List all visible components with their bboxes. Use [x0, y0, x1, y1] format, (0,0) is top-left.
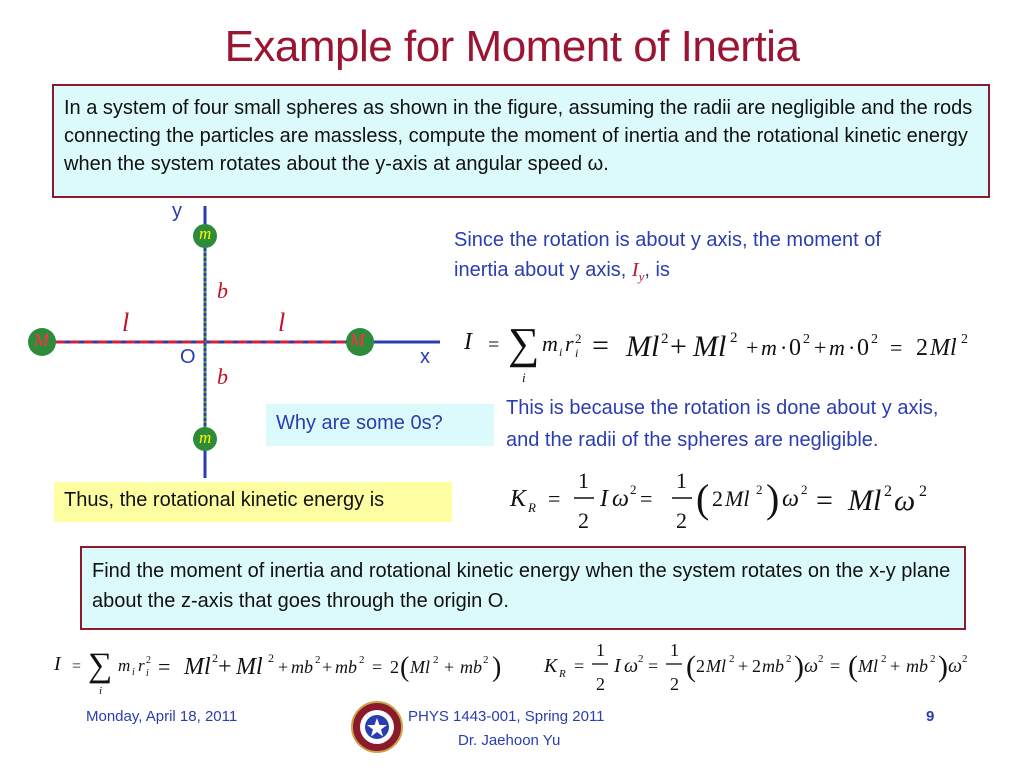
b-label-top: b	[217, 278, 228, 303]
svg-text:·: ·	[848, 335, 856, 360]
since-end: , is	[644, 259, 670, 281]
since-line-1: Since the rotation is about y axis, the moment of	[454, 229, 881, 251]
svg-text:2: 2	[930, 653, 936, 665]
svg-text:mb: mb	[906, 656, 928, 676]
svg-text:=: =	[574, 656, 585, 676]
svg-text:=: =	[72, 658, 82, 675]
l-label-right: l	[278, 308, 286, 337]
svg-text:2: 2	[801, 482, 808, 497]
svg-text:2: 2	[884, 483, 892, 500]
svg-text:Ml: Ml	[410, 657, 430, 677]
svg-text:2: 2	[676, 508, 687, 533]
svg-text:2: 2	[730, 330, 738, 346]
svg-text:I: I	[464, 329, 472, 355]
x-axis-label: x	[420, 346, 430, 368]
svg-text:1: 1	[670, 640, 679, 660]
svg-text:·: ·	[780, 335, 788, 360]
svg-text:Ml: Ml	[930, 335, 957, 361]
svg-text:ω: ω	[612, 486, 629, 512]
svg-text:): )	[492, 652, 502, 683]
svg-text:i: i	[132, 667, 135, 678]
svg-text:): )	[766, 476, 780, 521]
svg-text:=: =	[830, 656, 841, 676]
equation-iy	[458, 316, 1018, 388]
because-line-1: This is because the rotation is done about y axis,	[506, 397, 939, 419]
svg-text:=: =	[890, 335, 903, 360]
svg-text:2: 2	[483, 654, 489, 666]
svg-text:R: R	[528, 500, 536, 515]
svg-text:+: +	[218, 654, 232, 680]
svg-text:1: 1	[578, 468, 589, 493]
svg-text:r: r	[138, 656, 145, 675]
svg-text:m: m	[829, 335, 845, 360]
footer-instructor: Dr. Jaehoon Yu	[458, 732, 561, 749]
mass-right-label: M	[350, 330, 365, 350]
svg-text:2: 2	[578, 508, 589, 533]
y-axis-label: y	[172, 200, 182, 222]
svg-text:2: 2	[881, 653, 887, 665]
svg-text:=: =	[372, 657, 383, 677]
svg-text:=: =	[816, 484, 833, 517]
since-sub: y	[638, 269, 645, 284]
svg-text:2: 2	[315, 654, 321, 666]
svg-text:∑: ∑	[88, 647, 113, 684]
svg-text:Ml: Ml	[848, 484, 882, 517]
svg-text:K: K	[544, 655, 558, 677]
svg-text:=: =	[158, 654, 171, 679]
why-zeros-box: Why are some 0s?	[266, 404, 494, 446]
svg-text:2: 2	[390, 657, 399, 677]
svg-text:+: +	[738, 656, 749, 676]
svg-text:=: =	[592, 329, 609, 362]
svg-text:2: 2	[212, 651, 218, 665]
svg-text:2: 2	[962, 653, 968, 665]
svg-text:2: 2	[818, 653, 824, 665]
svg-text:i: i	[575, 346, 579, 360]
svg-text:+: +	[890, 656, 901, 676]
svg-text:+: +	[278, 657, 289, 677]
svg-text:2: 2	[661, 331, 669, 347]
svg-text:2: 2	[146, 655, 151, 666]
svg-text:2: 2	[756, 482, 763, 497]
svg-text:=: =	[640, 486, 653, 511]
svg-text:=: =	[548, 486, 561, 511]
svg-text:2: 2	[359, 654, 365, 666]
svg-text:ω: ω	[624, 655, 639, 677]
svg-text:=: =	[648, 656, 659, 676]
svg-text:2: 2	[712, 486, 723, 511]
since-line-2-text: inertia about y axis,	[454, 259, 627, 281]
svg-text:1: 1	[596, 640, 605, 660]
svg-text:Ml: Ml	[725, 486, 750, 511]
svg-text:2: 2	[919, 483, 927, 500]
svg-text:2: 2	[268, 651, 274, 665]
svg-text:i: i	[99, 685, 103, 697]
since-line-2	[454, 256, 670, 291]
svg-text:ω: ω	[894, 484, 916, 517]
mass-bottom-label: m	[199, 428, 212, 447]
footer-course: PHYS 1443-001, Spring 2011	[408, 708, 605, 725]
svg-text:+: +	[322, 657, 333, 677]
svg-text:2: 2	[871, 332, 878, 347]
mass-top-label: m	[199, 224, 212, 243]
slide-title: Example for Moment of Inertia	[224, 22, 800, 71]
svg-text:Ml: Ml	[858, 656, 878, 676]
svg-text:2: 2	[433, 654, 439, 666]
svg-text:2: 2	[916, 335, 928, 361]
equation-kr-z	[540, 638, 1010, 702]
footer-date: Monday, April 18, 2011	[86, 708, 238, 725]
equation-iz	[50, 640, 520, 700]
svg-text:R: R	[559, 668, 566, 680]
problem-statement-box: In a system of four small spheres as shown in the figure, assuming the radii are negligible and the rods connecting the particles are massless, compute the moment of inertia and the rotational kinetic energy when the system rotates about the y-axis at angular speed ω.	[52, 84, 990, 198]
svg-text:m: m	[542, 331, 558, 356]
svg-text:+: +	[814, 335, 827, 360]
svg-text:2: 2	[803, 332, 810, 347]
svg-text:+: +	[670, 330, 687, 363]
svg-text:+: +	[444, 657, 455, 677]
svg-text:ω: ω	[804, 655, 819, 677]
svg-text:1: 1	[676, 468, 687, 493]
svg-text:2: 2	[575, 331, 582, 346]
svg-text:2: 2	[752, 656, 761, 676]
svg-text:2: 2	[596, 674, 605, 694]
svg-text:I: I	[614, 655, 621, 677]
since-var: I	[631, 259, 639, 281]
svg-text:+: +	[746, 335, 759, 360]
svg-text:): )	[938, 650, 948, 683]
find-problem-box: Find the moment of inertia and rotational kinetic energy when the system rotates on the x-y plane about the z-axis that goes through the origin O.	[80, 546, 966, 630]
because-line-2: and the radii of the spheres are negligible.	[506, 429, 879, 451]
svg-text:2: 2	[696, 656, 705, 676]
svg-text:Ml: Ml	[706, 656, 726, 676]
svg-text:2: 2	[961, 332, 968, 347]
l-label-left: l	[122, 308, 130, 337]
svg-text:(: (	[848, 650, 858, 683]
svg-text:I: I	[54, 653, 61, 675]
svg-text:2: 2	[729, 653, 735, 665]
svg-text:∑: ∑	[508, 319, 540, 368]
svg-text:K: K	[510, 486, 527, 512]
svg-text:ω: ω	[948, 655, 963, 677]
svg-text:Ml: Ml	[693, 330, 727, 363]
svg-text:Ml: Ml	[184, 654, 211, 680]
university-seal-icon	[350, 700, 404, 754]
svg-text:Ml: Ml	[236, 654, 263, 680]
svg-text:m: m	[118, 656, 131, 675]
svg-text:mb: mb	[335, 657, 357, 677]
svg-text:i: i	[146, 668, 149, 679]
svg-text:mb: mb	[291, 657, 313, 677]
svg-text:2: 2	[638, 653, 644, 665]
b-label-bottom: b	[217, 364, 228, 389]
svg-text:i: i	[522, 370, 526, 385]
svg-text:2: 2	[670, 674, 679, 694]
svg-text:=: =	[488, 334, 500, 356]
footer-page-number: 9	[926, 708, 935, 725]
svg-text:2: 2	[630, 482, 637, 497]
mass-left-label: M	[34, 330, 49, 350]
svg-text:(: (	[696, 476, 710, 521]
svg-text:(: (	[400, 652, 410, 683]
svg-text:mb: mb	[762, 656, 784, 676]
equation-kr	[506, 462, 976, 538]
svg-text:m: m	[761, 335, 777, 360]
svg-text:I: I	[600, 486, 608, 512]
svg-text:): )	[794, 650, 804, 683]
svg-text:0: 0	[857, 335, 869, 361]
svg-text:i: i	[559, 345, 563, 359]
origin-label: O	[180, 346, 196, 368]
thus-kinetic-energy-box: Thus, the rotational kinetic energy is	[54, 482, 452, 522]
svg-text:Ml: Ml	[626, 330, 660, 363]
svg-text:0: 0	[789, 335, 801, 361]
svg-text:ω: ω	[782, 486, 799, 512]
svg-text:2: 2	[786, 653, 792, 665]
svg-text:(: (	[686, 650, 696, 683]
svg-text:mb: mb	[460, 657, 482, 677]
svg-text:r: r	[565, 331, 574, 356]
